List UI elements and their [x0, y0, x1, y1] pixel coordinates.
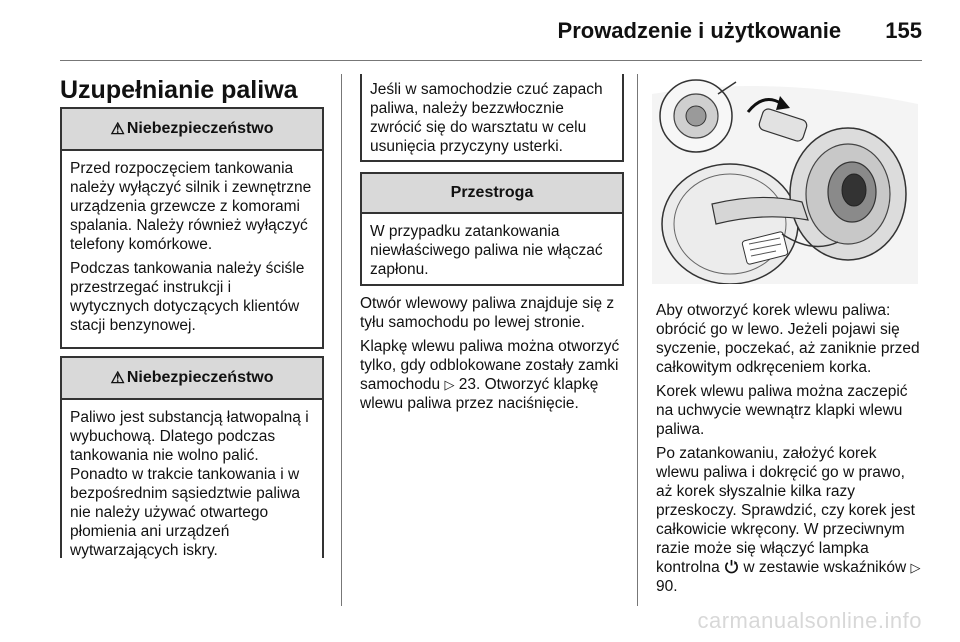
middle-text	[360, 294, 628, 418]
warning-continued-body	[362, 74, 622, 169]
page-ref-number: 90	[656, 578, 674, 595]
warning-paragraph: Przed rozpoczęciem tankowania należy wyłączyć silnik i zewnętrzne urządzenia grzewcze z komorami spalania. Należy również wyłączyć telefony komórkowe.	[70, 160, 312, 253]
warning-heading-text: Niebezpieczeństwo	[126, 369, 274, 386]
warning-body	[62, 400, 322, 573]
right-text	[656, 301, 922, 601]
body-paragraph	[360, 337, 628, 413]
header-title: Prowadzenie i użytkowanie	[557, 18, 842, 43]
warning-paragraph: Podczas tankowania należy ściśle przestrzegać instrukcji i wytycznych dotyczących klientów stacji benzynowej.	[70, 260, 305, 334]
body-paragraph: Korek wlewu paliwa można zaczepić na uchwycie wewnątrz klapki wlewu paliwa.	[656, 383, 908, 438]
page-number: 155	[885, 18, 922, 43]
caution-body	[362, 214, 622, 292]
caution-heading	[362, 174, 622, 214]
body-paragraph: Aby otworzyć korek wlewu paliwa: obrócić go w lewo. Jeżeli pojawi się syczenie, poczekać, aż zaniknie przed całkowitym odkręceniem korka.	[656, 302, 920, 376]
body-text: Po zatankowaniu, założyć korek wlewu paliwa i dokręcić go w prawo, aż korek słyszalnie kilka razy przeskoczy. Sprawdzić, czy korek jest całkowicie wkręcony. W przeciwnym razie może się włączyć lampka kontrolna	[656, 445, 915, 576]
body-text: .	[673, 578, 678, 595]
body-paragraph	[656, 444, 922, 596]
warning-triangle-icon: ⚠	[110, 121, 125, 138]
caution-heading-text: Przestroga	[450, 184, 534, 201]
caution-text: W przypadku zatankowania niewłaściwego paliwa nie włączać zapłonu.	[370, 223, 603, 278]
section-title: Uzupełnianie paliwa	[60, 76, 298, 104]
page-ref-number: 23	[458, 376, 477, 393]
column-divider-right	[637, 74, 638, 606]
body-text: . Otworzyć klapkę wlewu paliwa przez naciśnięcie.	[360, 376, 599, 412]
caution-box	[360, 172, 624, 286]
page-ref-arrow-icon: ▷	[910, 560, 921, 575]
body-text: w zestawie wskaźników	[743, 559, 907, 576]
warning-heading	[62, 358, 322, 400]
page-header	[558, 18, 922, 44]
warning-heading	[62, 109, 322, 151]
warning-continued-text: Jeśli w samochodzie czuć zapach paliwa, należy bezzwłocznie zwrócić się do warsztatu w celu usunięcia przyczyny usterki.	[370, 81, 603, 155]
column-divider-left	[341, 74, 342, 606]
fuel-filler-illustration-svg	[652, 74, 918, 284]
fuel-filler-illustration	[652, 74, 918, 284]
body-text: Klapkę wlewu paliwa można otworzyć tylko, gdy odblokowane zostały zamki samochodu	[360, 338, 620, 393]
warning-box	[60, 107, 324, 349]
page-ref-arrow-icon: ▷	[444, 377, 455, 392]
warning-triangle-icon: ⚠	[110, 370, 125, 387]
header-rule	[60, 60, 922, 61]
warning-paragraph: Paliwo jest substancją łatwopalną i wybuchową. Dlatego podczas tankowania nie wolno palić. Ponadto w trakcie tankowania i w bezpośrednim sąsiedztwie paliwa nie należy używać otwartego płomienia ani urządzeń wytwarzających iskry.	[70, 409, 309, 559]
warning-continued-box	[360, 74, 624, 162]
warning-box	[60, 356, 324, 558]
fuel-cap-warning-lamp-icon	[724, 559, 739, 574]
warning-body	[62, 151, 322, 348]
warning-heading-text: Niebezpieczeństwo	[126, 120, 274, 137]
body-paragraph: Otwór wlewowy paliwa znajduje się z tyłu samochodu po lewej stronie.	[360, 295, 615, 331]
watermark: carmanualsonline.info	[697, 608, 922, 633]
